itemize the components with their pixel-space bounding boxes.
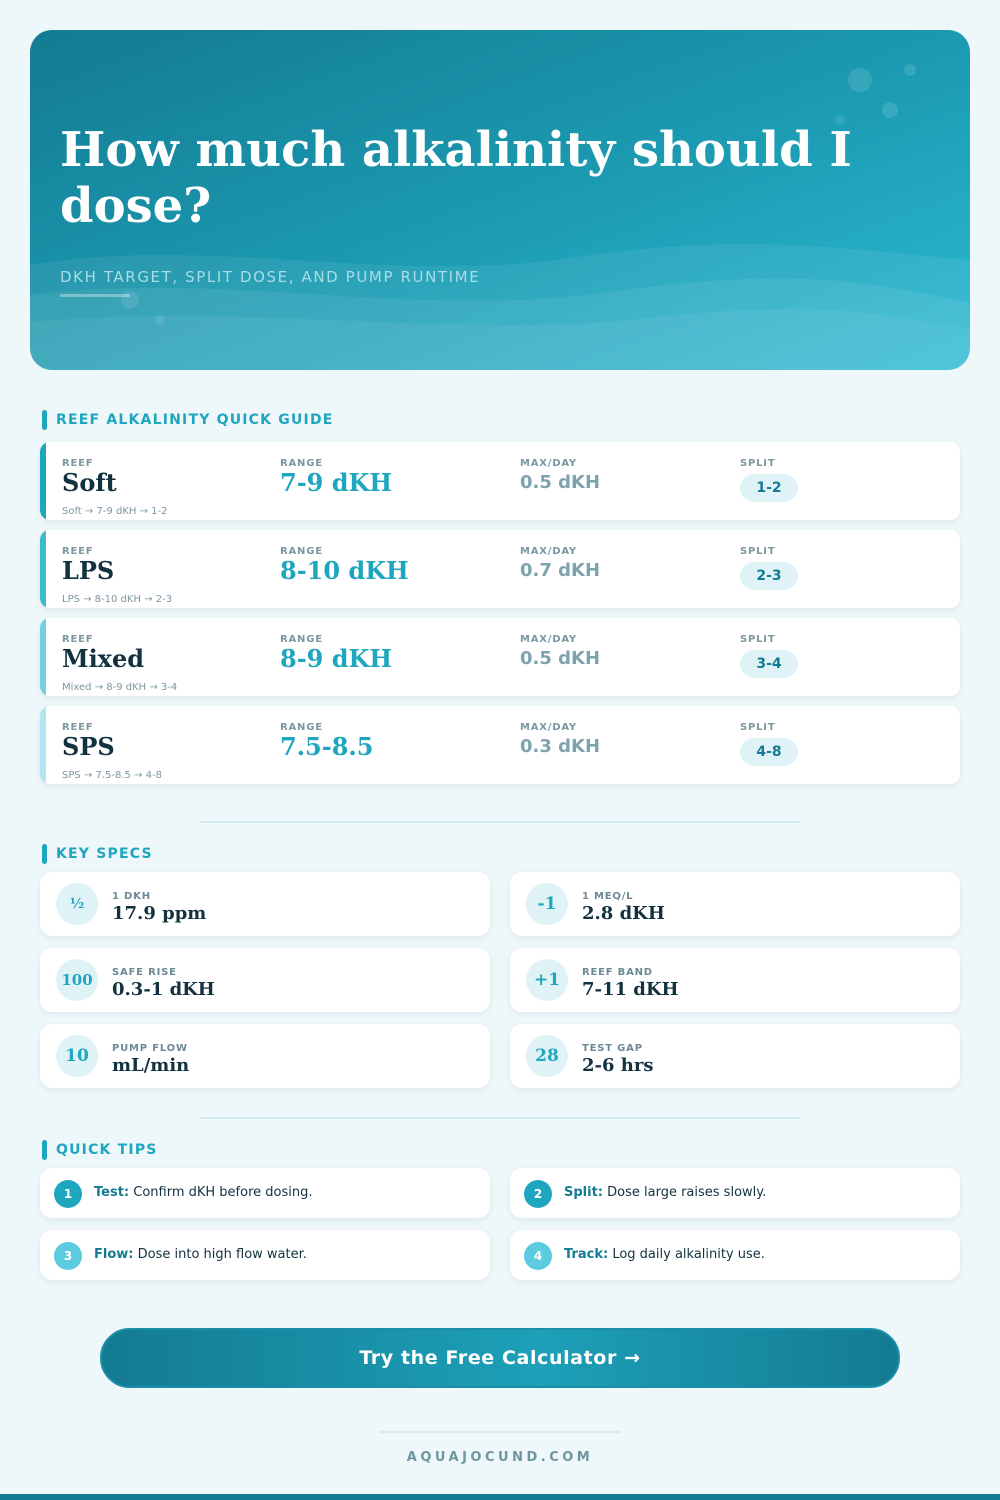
row-accent [40, 442, 46, 520]
spec-label: REEF BAND [582, 967, 653, 978]
tip-body: Log daily alkalinity use. [612, 1247, 765, 1262]
reef-range: 7-9 dKH [280, 468, 393, 497]
reef-name: Mixed [62, 644, 145, 673]
reef-range: 7.5-8.5 [280, 732, 374, 761]
reef-label: REEF [62, 634, 94, 645]
spec-label: TEST GAP [582, 1043, 643, 1054]
spec-value: mL/min [112, 1055, 190, 1076]
reef-summary: LPS → 8-10 dKH → 2-3 [62, 594, 173, 605]
tip-card [510, 1168, 960, 1218]
footer-site: AQUAJOCUND.COM [406, 1450, 594, 1465]
spec-badge: -1 [526, 883, 568, 925]
spec-badge: 28 [526, 1035, 568, 1077]
max-label: MAX/DAY [520, 634, 577, 645]
row-accent [40, 706, 46, 784]
reef-label: REEF [62, 458, 94, 469]
tip-text [94, 1247, 307, 1262]
reef-row-lps [40, 530, 960, 608]
subtitle-underline [60, 294, 130, 297]
spec-card [510, 872, 960, 936]
reef-summary: SPS → 7.5-8.5 → 4-8 [62, 770, 162, 781]
tip-body: Dose large raises slowly. [607, 1185, 767, 1200]
spec-value: 2-6 hrs [582, 1055, 654, 1076]
hero-banner [30, 30, 970, 370]
tip-number: 2 [524, 1180, 552, 1208]
spec-card [40, 948, 490, 1012]
split-label: SPLIT [740, 722, 776, 733]
range-label: RANGE [280, 546, 323, 557]
row-accent [40, 530, 46, 608]
reef-label: REEF [62, 546, 94, 557]
spec-card [510, 1024, 960, 1088]
reef-name: LPS [62, 556, 115, 585]
reef-name: SPS [62, 732, 115, 761]
tip-number: 1 [54, 1180, 82, 1208]
free-calculator-button[interactable]: Try the Free Calculator → [100, 1328, 900, 1388]
spec-card [40, 872, 490, 936]
spec-card [40, 1024, 490, 1088]
reef-range: 8-10 dKH [280, 556, 409, 585]
tip-title: Track: [564, 1247, 609, 1262]
range-label: RANGE [280, 722, 323, 733]
reef-max-per-day: 0.3 dKH [520, 736, 601, 757]
tip-text [94, 1185, 313, 1200]
section-heading-tips: QUICK TIPS [42, 1140, 158, 1160]
spec-label: 1 MEQ/L [582, 891, 634, 902]
row-accent [40, 618, 46, 696]
tip-body: Dose into high flow water. [137, 1247, 307, 1262]
max-label: MAX/DAY [520, 458, 577, 469]
footer-divider [380, 1431, 620, 1433]
reef-summary: Mixed → 8-9 dKH → 3-4 [62, 682, 178, 693]
tip-title: Split: [564, 1185, 603, 1200]
split-badge: 3-4 [740, 650, 798, 678]
tip-text [564, 1247, 765, 1262]
tip-card [40, 1230, 490, 1280]
reef-row-soft [40, 442, 960, 520]
range-label: RANGE [280, 458, 323, 469]
spec-label: PUMP FLOW [112, 1043, 188, 1054]
tip-number: 3 [54, 1242, 82, 1270]
spec-badge: 10 [56, 1035, 98, 1077]
reef-row-sps [40, 706, 960, 784]
split-badge: 1-2 [740, 474, 798, 502]
spec-label: 1 DKH [112, 891, 151, 902]
max-label: MAX/DAY [520, 546, 577, 557]
reef-name: Soft [62, 468, 117, 497]
spec-card [510, 948, 960, 1012]
tip-card [40, 1168, 490, 1218]
divider [200, 1117, 800, 1119]
split-badge: 2-3 [740, 562, 798, 590]
spec-badge: ½ [56, 883, 98, 925]
section-heading-specs: KEY SPECS [42, 844, 153, 864]
spec-value: 7-11 dKH [582, 979, 679, 1000]
section-heading-guide: REEF ALKALINITY QUICK GUIDE [42, 410, 334, 430]
tip-number: 4 [524, 1242, 552, 1270]
spec-label: SAFE RISE [112, 967, 177, 978]
spec-badge: 100 [56, 959, 98, 1001]
range-label: RANGE [280, 634, 323, 645]
reef-row-mixed [40, 618, 960, 696]
split-badge: 4-8 [740, 738, 798, 766]
max-label: MAX/DAY [520, 722, 577, 733]
divider [200, 821, 800, 823]
split-label: SPLIT [740, 546, 776, 557]
tip-title: Test: [94, 1185, 130, 1200]
page-subtitle: DKH TARGET, SPLIT DOSE, AND PUMP RUNTIME [60, 268, 481, 286]
bottom-bar [0, 1494, 1000, 1500]
reef-label: REEF [62, 722, 94, 733]
tip-card [510, 1230, 960, 1280]
reef-summary: Soft → 7-9 dKH → 1-2 [62, 506, 168, 517]
reef-max-per-day: 0.5 dKH [520, 648, 601, 669]
reef-max-per-day: 0.7 dKH [520, 560, 601, 581]
reef-max-per-day: 0.5 dKH [520, 472, 601, 493]
split-label: SPLIT [740, 458, 776, 469]
spec-value: 0.3-1 dKH [112, 979, 215, 1000]
tip-body: Confirm dKH before dosing. [133, 1185, 313, 1200]
spec-value: 17.9 ppm [112, 903, 207, 924]
reef-range: 8-9 dKH [280, 644, 393, 673]
split-label: SPLIT [740, 634, 776, 645]
spec-value: 2.8 dKH [582, 903, 665, 924]
tip-text [564, 1185, 766, 1200]
page-title: How much alkalinity should I dose? [60, 122, 852, 234]
tip-title: Flow: [94, 1247, 134, 1262]
spec-badge: +1 [526, 959, 568, 1001]
